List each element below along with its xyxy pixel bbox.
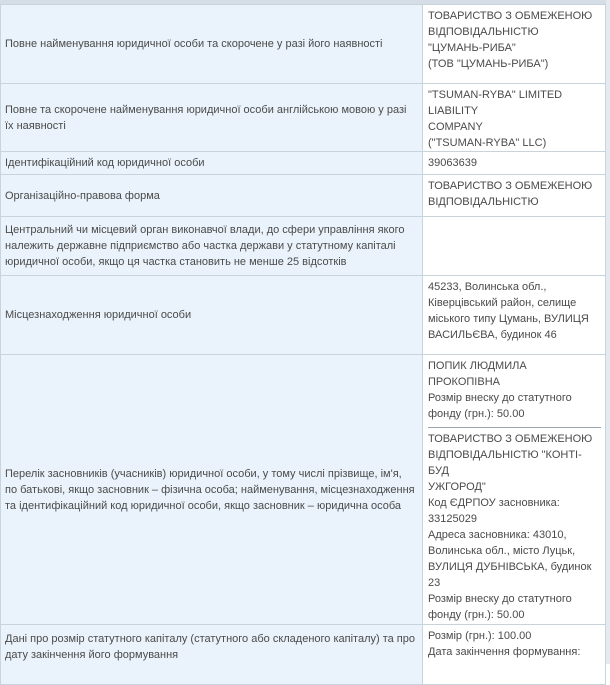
founder-divider <box>428 427 601 428</box>
table-row <box>1 175 606 217</box>
table-row <box>1 152 606 175</box>
table-row <box>1 276 606 355</box>
field-value: 39063639 <box>428 157 477 169</box>
table-row <box>1 84 606 152</box>
field-value: ТОВАРИСТВО З ОБМЕЖЕНОЮ ВІДПОВІДАЛЬНІСТЮ "ЦУМАНЬ-РИБА" (ТОВ "ЦУМАНЬ-РИБА") <box>428 10 593 70</box>
field-label: Місцезнаходження юридичної особи <box>1 276 423 355</box>
scrollbar-track[interactable] <box>606 0 610 664</box>
field-label: Повне найменування юридичної особи та скорочене у разі його наявності <box>1 5 423 84</box>
table-row <box>1 5 606 84</box>
table-row <box>1 355 606 625</box>
registry-table <box>0 4 606 685</box>
founder-entry: ПОПИК ЛЮДМИЛА ПРОКОПІВНА Розмір внеску до статутного фонду (грн.): 50.00 <box>428 360 572 420</box>
field-label: Дані про розмір статутного капіталу (статутного або складеного капіталу) та про дату закінчення його формування <box>1 625 423 685</box>
field-value: ТОВАРИСТВО З ОБМЕЖЕНОЮ ВІДПОВІДАЛЬНІСТЮ <box>428 180 593 208</box>
field-value: 45233, Волинська обл., Ківерцівський район, селище міського типу Цумань, ВУЛИЦЯ ВАСИЛЬЄВА, будинок 46 <box>428 281 589 341</box>
table-row <box>1 217 606 276</box>
field-value: Розмір (грн.): 100.00 Дата закінчення формування: <box>428 630 581 658</box>
field-value: "TSUMAN-RYBA" LIMITED LIABILITY COMPANY ("TSUMAN-RYBA" LLC) <box>428 89 563 149</box>
field-label: Перелік засновників (учасників) юридичної особи, у тому числі прізвище, ім'я, по батькові, якщо засновник – фізична особа; найменування, місцезнаходження та ідентифікаційний код юридичної особи, якщо засновник – юридична особа <box>1 355 423 625</box>
field-label: Центральний чи місцевий орган виконавчої влади, до сфери управління якого належить державне підприємство або частка держави у статутному капіталі юридичної особи, якщо ця частка становить не менше 25 відсотків <box>1 217 423 276</box>
field-label: Організаційно-правова форма <box>1 175 423 217</box>
founder-entry: ТОВАРИСТВО З ОБМЕЖЕНОЮ ВІДПОВІДАЛЬНІСТЮ "КОНТІ-БУД УЖГОРОД" Код ЄДРПОУ засновника: 33125029 Адреса засновника: 43010, Волинська обл., місто Луцьк, ВУЛИЦЯ ДУБНІВСЬКА, будинок 23 Розмір внеску до статутного фонду (грн.): 50.00 <box>428 433 593 621</box>
field-label: Ідентифікаційний код юридичної особи <box>1 152 423 175</box>
field-label: Повне та скорочене найменування юридичної особи англійською мовою у разі їх наявності <box>1 84 423 152</box>
table-row <box>1 625 606 685</box>
